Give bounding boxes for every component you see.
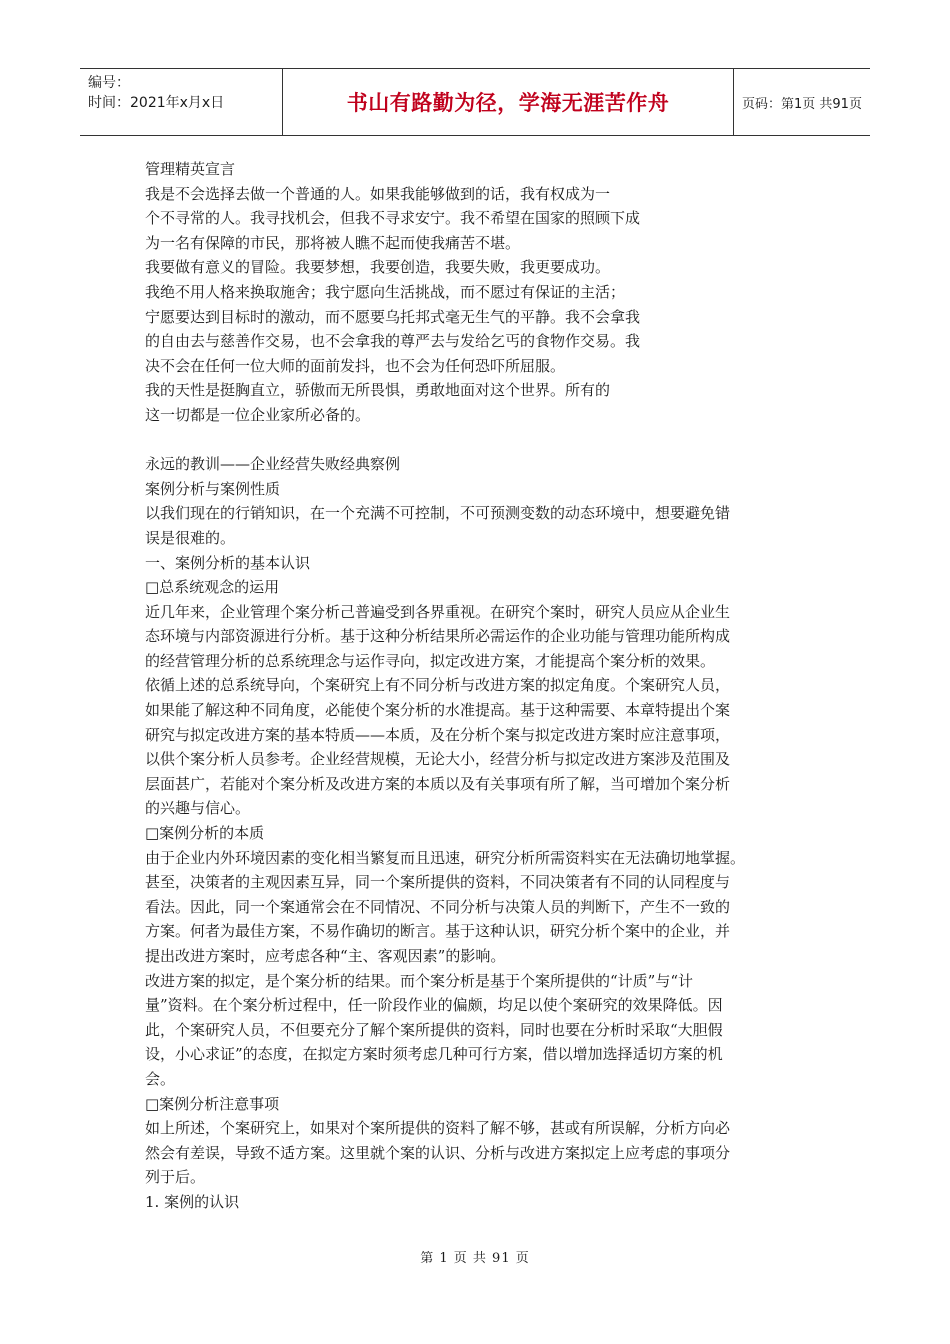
text-line: 列于后。 [145,1168,206,1187]
text-line: 改进方案的拟定，是个案分析的结果。而个案分析是基于个案所提供的“计质”与“计 [145,971,694,990]
time-label: 时间：2021年x月x日 [88,95,225,111]
text-line: 设，小心求证”的态度，在拟定方案时须考虑几种可行方案，借以增加选择适切方案的机 [145,1045,723,1064]
text-line: □案例分析的本质 [145,824,265,843]
text-line: 这一切都是一位企业家所必备的。 [145,405,371,424]
text-line: □案例分析注意事项 [145,1094,280,1113]
text-line: 的兴趣与信心。 [145,799,251,818]
text-line: 误是很难的。 [145,528,236,547]
text-line: 决不会在任何一位大师的面前发抖，也不会为任何恐吓所屈服。 [145,356,566,375]
text-line: 方案。何者为最佳方案，不易作确切的断言。基于这种认识，研究分析个案中的企业，并 [145,922,731,941]
text-line: 个不寻常的人。我寻找机会，但我不寻求安宁。我不希望在国家的照顾下成 [145,209,641,228]
text-line: 以供个案分析人员参考。企业经营规模，无论大小，经营分析与拟定改进方案涉及范围及 [145,750,731,769]
code-label: 编号： [88,75,130,91]
text-line: 由于企业内外环境因素的变化相当繁复而且迅速，研究分析所需资料实在无法确切地掌握。 [145,848,746,867]
text-line: 1. 案例的认识 [145,1192,240,1211]
text-line: 以我们现在的行销知识，在一个充满不可控制，不可预测变数的动态环境中，想要避免错 [145,504,731,523]
text-line: 量”资料。在个案分析过程中，任一阶段作业的偏颇，均足以使个案研究的效果降低。因 [145,996,723,1015]
text-line: 层面甚广，若能对个案分析及改进方案的本质以及有关事项有所了解，当可增加个案分析 [145,774,731,793]
page-footer: 第 1 页 共 91 页 [420,1251,530,1266]
text-line: 管理精英宣言 [145,160,236,178]
text-line: 为一名有保障的市民，那将被人瞧不起而使我痛苦不堪。 [145,233,521,252]
text-line: 我绝不用人格来换取施舍；我宁愿向生活挑战，而不愿过有保证的主活； [145,282,626,301]
text-line: 近几年来，企业管理个案分析己普遍受到各界重视。在研究个案时，研究人员应从企业生 [145,602,731,621]
text-line: □总系统观念的运用 [145,578,280,597]
text-line: 的经营管理分析的总系统理念与运作寻向，拟定改进方案，才能提高个案分析的效果。 [145,651,716,670]
text-line: 永远的教训——企业经营失败经典察例 [145,455,401,474]
text-line: 我要做有意义的冒险。我要梦想，我要创造，我要失败，我更要成功。 [145,258,611,277]
text-line: 研究与拟定改进方案的基本特质——本质，及在分析个案与拟定改进方案时应注意事项， [145,725,731,744]
document-body [145,157,815,1215]
text-line: 一、案例分析的基本认识 [145,553,311,572]
text-line: 我的天性是挺胸直立，骄傲而无所畏惧，勇敢地面对这个世界。所有的 [145,381,611,400]
text-line: 看法。因此，同一个案通常会在不同情况、不同分析与决策人员的判断下，产生不一致的 [145,897,731,916]
text-line: 然会有差误，导致不适方案。这里就个案的认识、分析与改进方案拟定上应考虑的事项分 [145,1143,731,1162]
header-motto: 书山有路勤为径，学海无涯苦作舟 [282,69,734,135]
text-line: 我是不会选择去做一个普通的人。如果我能够做到的话，我有权成为一 [145,184,611,203]
text-line: 案例分析与案例性质 [145,479,281,498]
blank-line [145,428,815,453]
text-line: 如果能了解这种不同角度，必能使个案分析的水准提高。基于这种需要、本章特提出个案 [145,701,731,720]
page-header [80,68,870,136]
text-line: 态环境与内部资源进行分析。基于这种分析结果所必需运作的企业功能与管理功能所构成 [145,627,731,646]
text-line: 甚至，决策者的主观因素互异，同一个案所提供的资料，不同决策者有不同的认同程度与 [145,873,731,892]
text-line: 提出改进方案时，应考虑各种“主、客观因素”的影响。 [145,947,506,965]
text-line: 的自由去与慈善作交易，也不会拿我的尊严去与发给乞丐的食物作交易。我 [145,332,641,351]
text-line: 宁愿要达到目标时的激动，而不愿要乌托邦式毫无生气的平静。我不会拿我 [145,307,641,326]
text-line: 此，个案研究人员，不但要充分了解个案所提供的资料，同时也要在分析时采取“大胆假 [145,1020,723,1039]
text-line: 如上所述，个案研究上，如果对个案所提供的资料了解不够，甚或有所误解，分析方向必 [145,1119,731,1138]
text-line: 会。 [145,1069,176,1088]
header-page-info: 页码：第1页 共91页 [742,96,862,112]
header-left-block [88,73,284,113]
text-line: 依循上述的总系统导向，个案研究上有不同分析与改进方案的拟定角度。个案研究人员， [145,676,731,695]
